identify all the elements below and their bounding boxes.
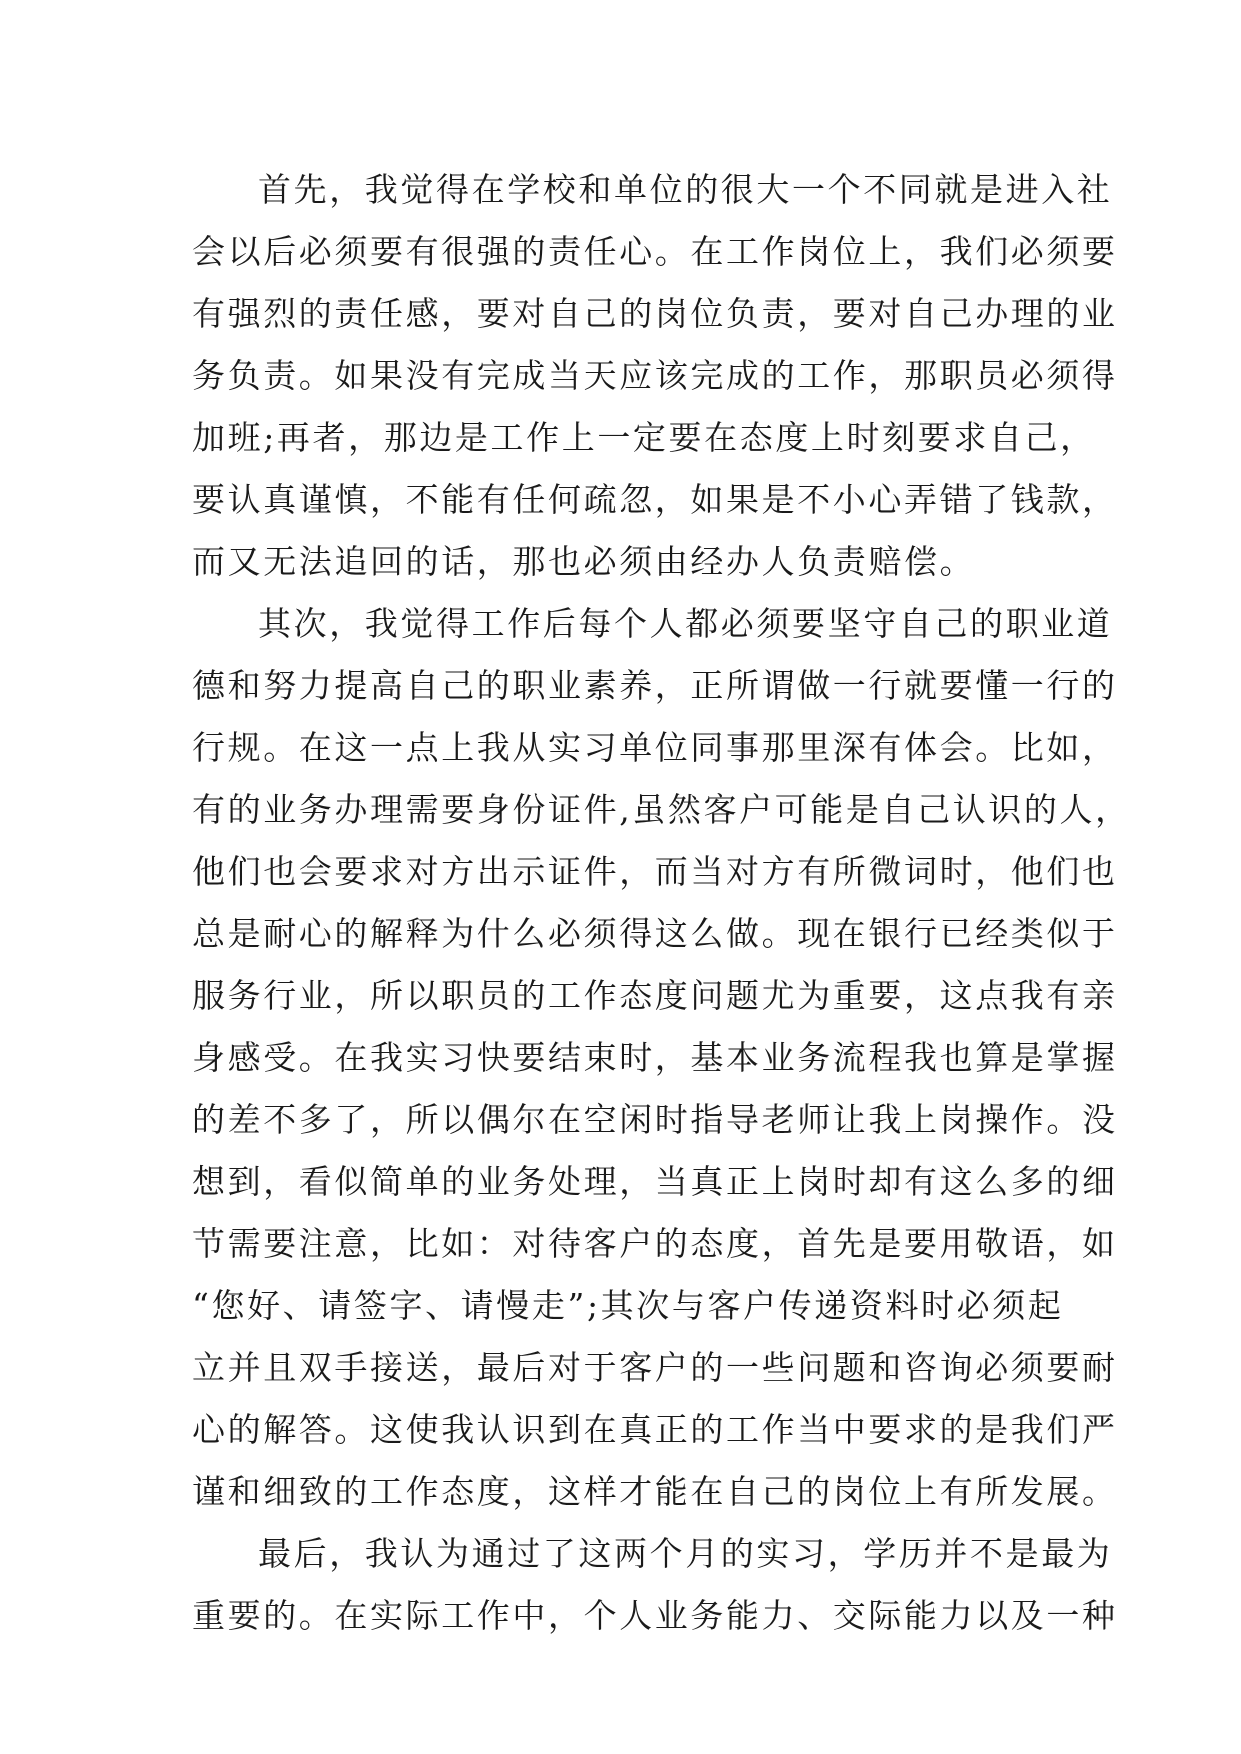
text-line: 要认真谨慎，不能有任何疏忽，如果是不小心弄错了钱款， (192, 480, 1118, 519)
text-line: 务负责。如果没有完成当天应该完成的工作，那职员必须得 (192, 356, 1118, 395)
paragraph-2 (192, 593, 1131, 1523)
text-line: 心的解答。这使我认识到在真正的工作当中要求的是我们严 (192, 1410, 1118, 1449)
document-body (192, 159, 1131, 1647)
text-line: 德和努力提高自己的职业素养，正所谓做一行就要懂一行的 (192, 666, 1118, 705)
text-line: 首先，我觉得在学校和单位的很大一个不同就是进入社 (258, 170, 1113, 209)
text-line: 节需要注意，比如：对待客户的态度，首先是要用敬语，如 (192, 1224, 1118, 1263)
text-line: 加班;再者，那边是工作上一定要在态度上时刻要求自己， (192, 418, 1096, 457)
text-line: 有强烈的责任感，要对自己的岗位负责，要对自己办理的业 (192, 294, 1118, 333)
text-line: “您好、请签字、请慢走”;其次与客户传递资料时必须起 (192, 1286, 1064, 1325)
text-line: 行规。在这一点上我从实习单位同事那里深有体会。比如， (192, 728, 1118, 767)
text-line: 想到，看似简单的业务处理，当真正上岗时却有这么多的细 (192, 1162, 1118, 1201)
text-line: 的差不多了，所以偶尔在空闲时指导老师让我上岗操作。没 (192, 1100, 1118, 1139)
text-line: 身感受。在我实习快要结束时，基本业务流程我也算是掌握 (192, 1038, 1118, 1077)
text-line: 总是耐心的解释为什么必须得这么做。现在银行已经类似于 (192, 914, 1118, 953)
text-line: 谨和细致的工作态度，这样才能在自己的岗位上有所发展。 (192, 1472, 1118, 1511)
text-line: 最后，我认为通过了这两个月的实习，学历并不是最为 (258, 1534, 1113, 1573)
text-line: 而又无法追回的话，那也必须由经办人负责赔偿。 (192, 542, 976, 581)
text-line: 他们也会要求对方出示证件，而当对方有所微词时，他们也 (192, 852, 1118, 891)
paragraph-3 (192, 1523, 1118, 1647)
text-line: 会以后必须要有很强的责任心。在工作岗位上，我们必须要 (192, 232, 1118, 271)
text-line: 有的业务办理需要身份证件,虽然客户可能是自己认识的人， (192, 790, 1131, 829)
text-line: 立并且双手接送，最后对于客户的一些问题和咨询必须要耐 (192, 1348, 1118, 1387)
text-line: 重要的。在实际工作中，个人业务能力、交际能力以及一种 (192, 1596, 1118, 1635)
paragraph-1 (192, 159, 1118, 593)
text-line: 服务行业，所以职员的工作态度问题尤为重要，这点我有亲 (192, 976, 1118, 1015)
text-line: 其次，我觉得工作后每个人都必须要坚守自己的职业道 (258, 604, 1113, 643)
